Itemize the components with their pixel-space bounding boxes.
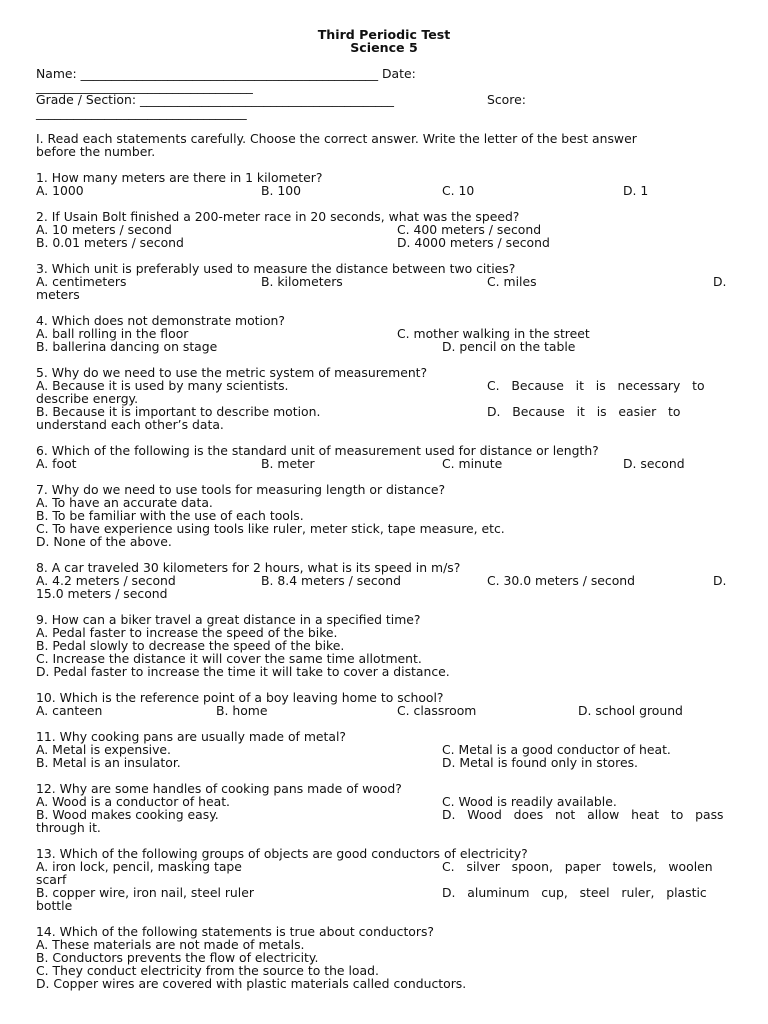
option-b: B. Because it is important to describe motion.	[36, 404, 321, 419]
option-d: D. Because it is easier to	[487, 404, 681, 419]
option-d: D. None of the above.	[36, 534, 172, 549]
question-stem: 10. Which is the reference point of a boy leaving home to school?	[36, 690, 444, 705]
option-c: C. silver spoon, paper towels, woolen	[442, 859, 713, 874]
question-stem: 8. A car traveled 30 kilometers for 2 hours, what is its speed in m/s?	[36, 560, 461, 575]
question-stem: 1. How many meters are there in 1 kilometer?	[36, 170, 323, 185]
option-d: D. 1	[623, 183, 649, 198]
option-d: D. school ground	[578, 703, 683, 718]
option-c: C. Metal is a good conductor of heat.	[442, 742, 671, 757]
option-b: B. 0.01 meters / second	[36, 235, 184, 250]
question-stem: 12. Why are some handles of cooking pans made of wood?	[36, 781, 402, 796]
options-row	[36, 808, 732, 822]
option-b: B. home	[216, 703, 268, 718]
option-c: C. 10	[442, 183, 475, 198]
option-a: A. centimeters	[36, 274, 127, 289]
option-d-continued: meters	[36, 287, 80, 302]
option-d: D. second	[623, 456, 685, 471]
option-a: A. 10 meters / second	[36, 222, 172, 237]
options-row	[36, 379, 732, 393]
option-a: A. iron lock, pencil, masking tape	[36, 859, 242, 874]
question-stem: 2. If Usain Bolt finished a 200-meter race in 20 seconds, what was the speed?	[36, 209, 520, 224]
option-b: B. Wood makes cooking easy.	[36, 807, 219, 822]
question-stem: 13. Which of the following groups of objects are good conductors of electricity?	[36, 846, 528, 861]
option-b: B. kilometers	[261, 274, 343, 289]
options-row	[36, 860, 732, 874]
option-c: C. miles	[487, 274, 537, 289]
question-stem: 9. How can a biker travel a great distance in a specified time?	[36, 612, 421, 627]
option-d: D. 4000 meters / second	[397, 235, 550, 250]
option-d: D. Pedal faster to increase the time it will take to cover a distance.	[36, 664, 450, 679]
question-stem: 14. Which of the following statements is true about conductors?	[36, 924, 435, 939]
option-a: A. 1000	[36, 183, 84, 198]
option-d: D. Wood does not allow heat to pass	[442, 807, 724, 822]
option-b: B. 8.4 meters / second	[261, 573, 401, 588]
grade-section-line: Grade / Section: _________________________________________	[36, 92, 394, 107]
option-b: B. 100	[261, 183, 302, 198]
option-c: C. Because it is necessary to	[487, 378, 705, 393]
option-c: C. To have experience using tools like ruler, meter stick, tape measure, etc.	[36, 521, 505, 536]
options-row	[36, 704, 732, 718]
option-a: A. ball rolling in the floor	[36, 326, 189, 341]
option-c: C. classroom	[397, 703, 477, 718]
option-c: C. Increase the distance it will cover the same time allotment.	[36, 651, 422, 666]
option-b: B. meter	[261, 456, 315, 471]
option-c: C. Wood is readily available.	[442, 794, 617, 809]
option-c: C. 30.0 meters / second	[487, 573, 636, 588]
options-row	[36, 886, 732, 900]
option-c: C. minute	[442, 456, 503, 471]
question-stem: 5. Why do we need to use the metric system of measurement?	[36, 365, 428, 380]
option-d-continued: through it.	[36, 820, 101, 835]
option-d-continued: bottle	[36, 898, 73, 913]
options-row	[36, 275, 732, 289]
question-stem: 4. Which does not demonstrate motion?	[36, 313, 285, 328]
option-c-continued: describe energy.	[36, 391, 139, 406]
option-b: B. Pedal slowly to decrease the speed of the bike.	[36, 638, 345, 653]
option-a: A. canteen	[36, 703, 103, 718]
option-a: A. Metal is expensive.	[36, 742, 171, 757]
option-d: D. pencil on the table	[442, 339, 576, 354]
option-d-continued: understand each other’s data.	[36, 417, 224, 432]
option-b: B. Metal is an insulator.	[36, 755, 181, 770]
option-a: A. Pedal faster to increase the speed of the bike.	[36, 625, 338, 640]
option-c: C. 400 meters / second	[397, 222, 542, 237]
question-stem: 7. Why do we need to use tools for measuring length or distance?	[36, 482, 446, 497]
name-date-line-continued: ___________________________________	[36, 79, 253, 94]
option-a: A. To have an accurate data.	[36, 495, 213, 510]
option-c: C. They conduct electricity from the source to the load.	[36, 963, 379, 978]
instructions-line-2: before the number.	[36, 144, 156, 159]
options-row	[36, 457, 732, 471]
question-stem: 11. Why cooking pans are usually made of metal?	[36, 729, 346, 744]
option-a: A. foot	[36, 456, 77, 471]
option-d: D. Copper wires are covered with plastic materials called conductors.	[36, 976, 467, 991]
options-row	[36, 340, 732, 354]
page-subtitle: Science 5	[350, 40, 418, 55]
option-b: B. copper wire, iron nail, steel ruler	[36, 885, 254, 900]
instructions-line-1: I. Read each statements carefully. Choose the correct answer. Write the letter of the best answer	[36, 131, 637, 146]
page-title: Third Periodic Test	[317, 27, 451, 42]
option-a: A. 4.2 meters / second	[36, 573, 176, 588]
option-d-continued: 15.0 meters / second	[36, 586, 168, 601]
option-b: B. To be familiar with the use of each tools.	[36, 508, 304, 523]
option-c: C. mother walking in the street	[397, 326, 590, 341]
score-label: Score:	[487, 92, 526, 107]
score-line: __________________________________	[36, 105, 247, 120]
option-a: A. Wood is a conductor of heat.	[36, 794, 230, 809]
options-row	[36, 756, 732, 770]
option-b: B. ballerina dancing on stage	[36, 339, 218, 354]
option-a: A. Because it is used by many scientists.	[36, 378, 289, 393]
question-stem: 6. Which of the following is the standard unit of measurement used for distance or length?	[36, 443, 599, 458]
options-row	[36, 184, 732, 198]
option-c-continued: scarf	[36, 872, 67, 887]
option-a: A. These materials are not made of metals.	[36, 937, 305, 952]
option-d: D. Metal is found only in stores.	[442, 755, 638, 770]
option-d: D.	[713, 274, 727, 289]
options-row	[36, 236, 732, 250]
option-d: D.	[713, 573, 727, 588]
option-b: B. Conductors prevents the flow of electricity.	[36, 950, 319, 965]
name-date-line: Name: ________________________________________________ Date:	[36, 66, 416, 81]
option-d: D. aluminum cup, steel ruler, plastic	[442, 885, 707, 900]
question-stem: 3. Which unit is preferably used to measure the distance between two cities?	[36, 261, 516, 276]
